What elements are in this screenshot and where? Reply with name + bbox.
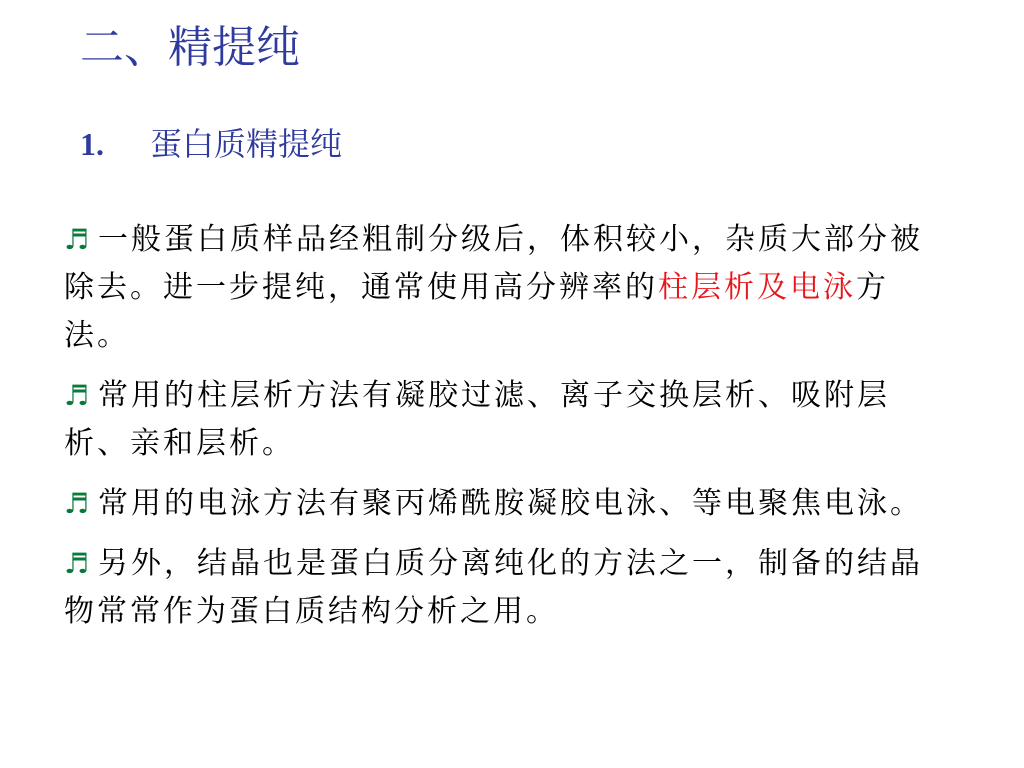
bullet-highlight: 柱层析及电泳 — [658, 270, 856, 305]
music-note-icon: ♬ — [64, 223, 90, 256]
music-note-icon: ♬ — [64, 487, 90, 520]
bullet-item-1 — [64, 216, 944, 360]
bullet-text: 另外，结晶也是蛋白质分离纯化的方法之一，制备的结晶物常常作为蛋白质结构分析之用。 — [64, 546, 923, 629]
bullet-item-4 — [64, 540, 944, 636]
music-note-icon: ♬ — [64, 547, 90, 580]
bullet-item-2 — [64, 372, 944, 468]
bullet-text: 一般蛋白质样品经粗制分级后，体积较小，杂质大部分被除去。进一步提纯，通常使用高分辨率的 — [64, 222, 923, 305]
bullet-item-3 — [64, 480, 944, 528]
bullet-list — [64, 216, 944, 648]
subheading-text: 蛋白质精提纯 — [150, 125, 343, 163]
slide-title: 二、精提纯 — [80, 22, 300, 73]
bullet-text-end: 方法。 — [64, 270, 889, 353]
section-subheading — [80, 122, 342, 166]
music-note-icon: ♬ — [64, 379, 90, 412]
bullet-text: 常用的电泳方法有聚丙烯酰胺凝胶电泳、等电聚焦电泳。 — [98, 486, 923, 521]
bullet-text: 常用的柱层析方法有凝胶过滤、离子交换层析、吸附层析、亲和层析。 — [64, 378, 890, 461]
subheading-number: 1. — [80, 126, 104, 162]
